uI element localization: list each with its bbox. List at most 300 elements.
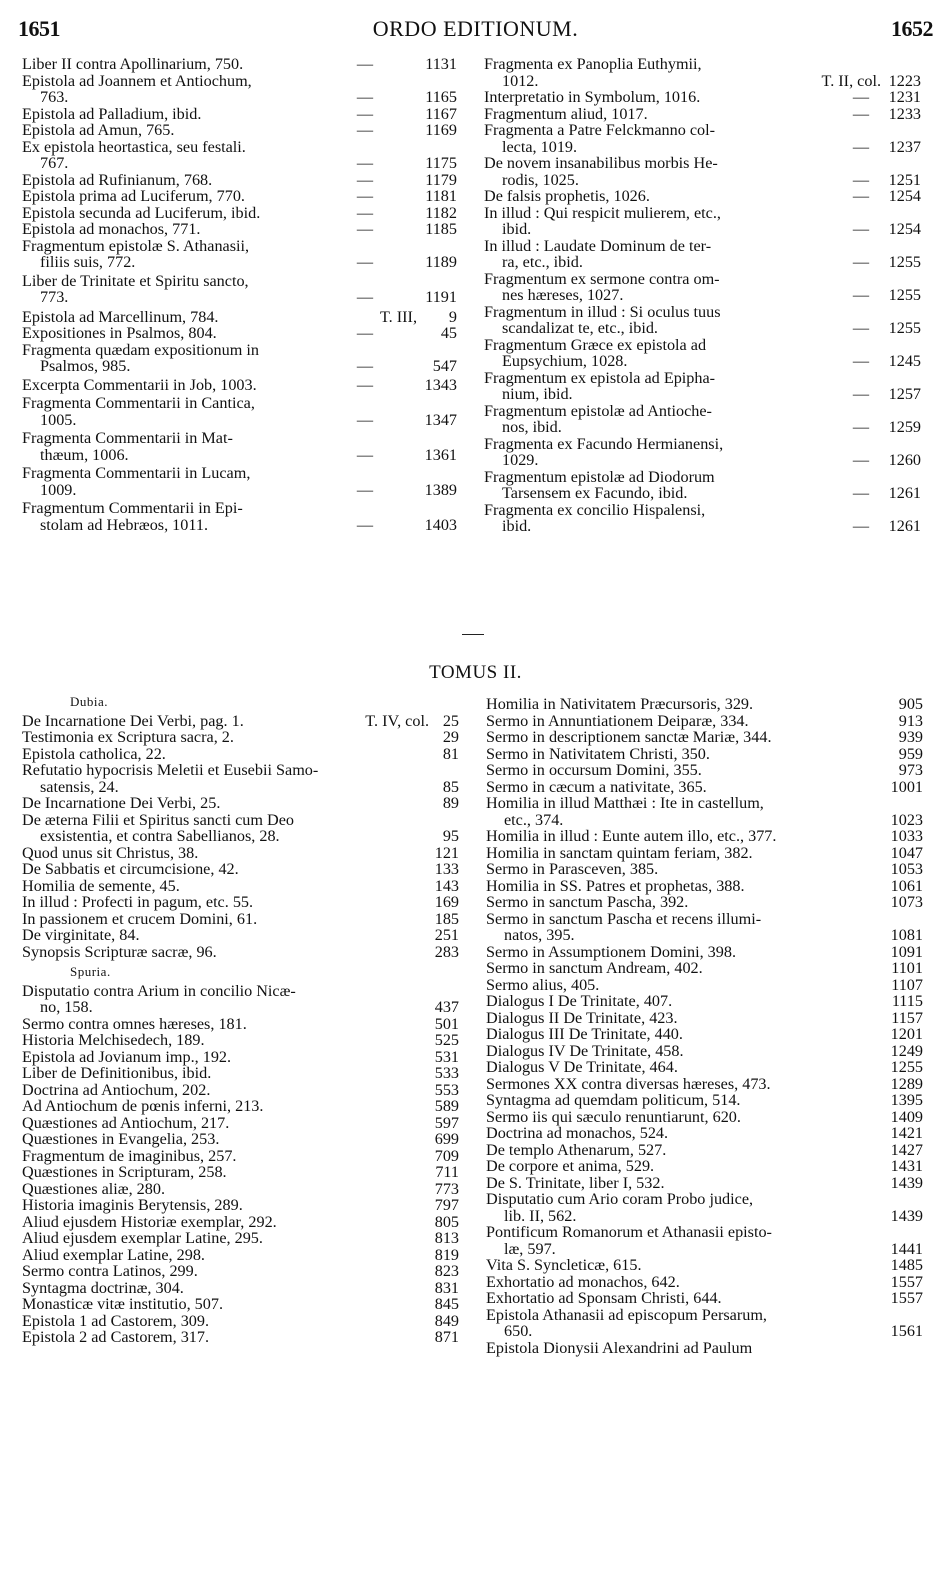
- index-entry: [486, 795, 923, 828]
- entry-title-line: Syntagma doctrinæ, 304.: [22, 1278, 184, 1297]
- entry-title-line: Sermo in sanctum Pascha et recens illumi-: [486, 909, 762, 928]
- entry-title: [22, 465, 347, 498]
- index-entry: [22, 1098, 459, 1115]
- index-entry: [486, 911, 923, 944]
- column-number: 773: [434, 1179, 459, 1198]
- column-number: 169: [434, 893, 459, 911]
- entry-title-line: Sermo in sanctum Pascha, 392.: [486, 893, 689, 911]
- column-number: 1251: [888, 170, 921, 189]
- entry-title-line: satensis, 24.: [40, 777, 119, 796]
- column-number: 1389: [424, 480, 457, 499]
- column-number: 849: [434, 1311, 459, 1330]
- entry-title-line: Sermo in sanctum Andream, 402.: [486, 959, 703, 977]
- entry-title: [22, 73, 347, 106]
- index-entry: [22, 238, 457, 271]
- entry-title-line: Fragmenta Commentarii in Mat-: [22, 429, 233, 447]
- entry-title-line: Aliud exemplar Latine, 298.: [22, 1245, 205, 1264]
- entry-title: [22, 762, 431, 795]
- entry-title: [22, 845, 431, 862]
- entry-title-line: Testimonia ex Scriptura sacra, 2.: [22, 728, 234, 746]
- column-number: 1237: [888, 137, 921, 156]
- entry-title: [486, 1026, 879, 1043]
- entry-title-line: Liber de Definitionibus, ibid.: [22, 1064, 212, 1082]
- index-entry: [22, 309, 457, 326]
- ditto-dash: —: [356, 203, 373, 222]
- index-entry: [22, 861, 459, 878]
- entry-title: [484, 271, 825, 304]
- column-number: 1047: [890, 843, 923, 862]
- entry-title-line: De Incarnatione Dei Verbi, 25.: [22, 794, 221, 812]
- column-number: 1081: [890, 926, 923, 944]
- entry-title: [22, 309, 347, 326]
- entry-title: [486, 960, 879, 977]
- ditto-dash: —: [356, 480, 373, 499]
- entry-title: [22, 188, 347, 205]
- column-number: 437: [434, 998, 459, 1016]
- entry-title: [484, 122, 825, 155]
- running-title: ORDO EDITIONUM.: [372, 16, 579, 41]
- entry-title-line: nes hæreses, 1027.: [502, 286, 624, 304]
- column-number: 1023: [890, 810, 923, 829]
- index-entry: [486, 696, 923, 713]
- entry-title-line: Quod unus sit Christus, 38.: [22, 843, 199, 862]
- ditto-dash: —: [356, 170, 373, 189]
- index-entry: [22, 713, 459, 730]
- volume-reference: T. IV, col.: [365, 711, 429, 730]
- column-number: 95: [442, 827, 459, 845]
- index-entry: [486, 713, 923, 730]
- entry-title: [22, 122, 347, 139]
- entry-title: [486, 828, 879, 845]
- page-number-left: 1651: [18, 16, 60, 41]
- index-entry: [22, 1296, 459, 1313]
- index-entry: [486, 779, 923, 796]
- entry-title: [484, 205, 825, 238]
- entry-title: [22, 1065, 431, 1082]
- column-number: 185: [434, 909, 459, 928]
- entry-title: [486, 1340, 879, 1357]
- index-entry: [22, 1164, 459, 1181]
- entry-title: [486, 1076, 879, 1093]
- entry-title-line: Doctrina ad Antiochum, 202.: [22, 1080, 211, 1099]
- entry-title-line: Sermo contra omnes hæreses, 181.: [22, 1014, 247, 1033]
- entry-title: [486, 1191, 879, 1224]
- entry-title-line: Doctrina ad monachos, 524.: [486, 1124, 669, 1142]
- entry-title-line: Sermones XX contra diversas hæreses, 473.: [486, 1074, 771, 1093]
- entry-title-line: Disputatio contra Arium in concilio Nicæ-: [22, 981, 296, 1000]
- column-number: 1157: [891, 1008, 923, 1027]
- entry-title-line: Liber de Trinitate et Spiritu sancto,: [22, 271, 249, 290]
- index-entry: [22, 1049, 459, 1066]
- entry-title-line: De falsis prophetis, 1026.: [484, 187, 650, 205]
- entry-title: [22, 729, 431, 746]
- entry-title: [486, 845, 879, 862]
- entry-title-line: 650.: [504, 1322, 533, 1340]
- entry-title: [484, 89, 825, 106]
- column-number: 1441: [890, 1239, 923, 1258]
- entry-title: [486, 894, 879, 911]
- column-number: 1403: [424, 515, 457, 534]
- entry-title: [22, 927, 431, 944]
- index-entry: [22, 1247, 459, 1264]
- index-entry: [22, 729, 459, 746]
- entry-title-line: Homilia in SS. Patres et prophetas, 388.: [486, 876, 745, 895]
- entry-title-line: Quæstiones aliæ, 280.: [22, 1179, 165, 1198]
- entry-title-line: etc., 374.: [504, 810, 564, 829]
- entry-title-line: 1012.: [502, 71, 539, 90]
- entry-title: [22, 1148, 431, 1165]
- index-entry: [22, 1148, 459, 1165]
- column-number: 501: [434, 1014, 459, 1033]
- ditto-dash: —: [852, 517, 869, 535]
- column-number: 45: [440, 324, 457, 342]
- entry-title-line: Psalmos, 985.: [40, 357, 131, 375]
- column-number: 1347: [424, 410, 457, 429]
- entry-title-line: rodis, 1025.: [502, 170, 579, 189]
- entry-title-line: Fragmentum de imaginibus, 257.: [22, 1146, 237, 1165]
- entry-title: [22, 1115, 431, 1132]
- column-number: 1233: [888, 104, 921, 123]
- entry-title: [486, 779, 879, 796]
- column-number: 1254: [888, 220, 921, 238]
- ditto-dash: —: [852, 220, 869, 238]
- index-entry: [22, 1065, 459, 1082]
- index-entry: [22, 944, 459, 961]
- entry-title-line: filiis suis, 772.: [40, 253, 136, 271]
- entry-title: [486, 1010, 879, 1027]
- dubia-list: [22, 713, 459, 961]
- column-number: 1439: [890, 1173, 923, 1192]
- index-entry: [22, 1032, 459, 1049]
- entry-title: [486, 944, 879, 961]
- page-number-right: 1652: [891, 16, 933, 41]
- index-column-2: [484, 56, 921, 535]
- entry-title-line: Ad Antiochum de pœnis inferni, 213.: [22, 1097, 264, 1115]
- entry-title-line: Fragmentum ex sermone contra om-: [484, 269, 720, 288]
- column-number: 1033: [890, 827, 923, 845]
- entry-title-line: Fragmenta Commentarii in Lucam,: [22, 464, 251, 482]
- entry-title-line: 1005.: [40, 410, 77, 429]
- ditto-dash: —: [356, 121, 373, 139]
- index-entry: [486, 1175, 923, 1192]
- entry-title-line: Epistola prima ad Luciferum, 770.: [22, 187, 245, 205]
- entry-title-line: Homilia in Nativitatem Præcursoris, 329.: [486, 695, 754, 713]
- entry-title: [22, 1280, 431, 1297]
- entry-title: [484, 304, 825, 337]
- index-entry: [22, 395, 457, 428]
- index-column-3: [22, 694, 459, 1346]
- entry-title-line: thæum, 1006.: [40, 445, 129, 464]
- column-number: 1409: [890, 1107, 923, 1126]
- entry-title-line: Sermo in occursum Domini, 355.: [486, 761, 702, 779]
- entry-title-line: no, 158.: [40, 998, 93, 1016]
- entry-title-line: Fragmentum ex epistola ad Epipha-: [484, 368, 716, 387]
- index-column-1: [22, 56, 457, 533]
- entry-title: [486, 1274, 879, 1291]
- entry-title: [22, 1197, 431, 1214]
- spuria-list: [22, 983, 459, 1346]
- column-number: 1231: [888, 88, 921, 106]
- ditto-dash: —: [356, 220, 373, 238]
- index-entry: [484, 238, 921, 271]
- entry-title: [486, 977, 879, 994]
- ditto-dash: —: [356, 253, 373, 271]
- index-entry: [22, 1313, 459, 1330]
- ditto-dash: —: [356, 357, 373, 375]
- entry-title-line: Tarsensem ex Facundo, ibid.: [502, 484, 688, 502]
- entry-title-line: 1009.: [40, 480, 77, 499]
- column-number: 699: [434, 1130, 459, 1148]
- index-entry: [22, 188, 457, 205]
- column-number: 819: [434, 1245, 459, 1264]
- column-number: 1255: [888, 253, 921, 271]
- index-entry: [486, 762, 923, 779]
- entry-title-line: Epistola ad Jovianum imp., 192.: [22, 1047, 232, 1066]
- entry-title-line: ra, etc., ibid.: [502, 253, 583, 271]
- index-entry: [22, 1016, 459, 1033]
- index-entry: [22, 172, 457, 189]
- index-entry: [486, 894, 923, 911]
- column-number: 1485: [890, 1256, 923, 1274]
- index-entry: [484, 271, 921, 304]
- entry-title-line: Epistola ad Palladium, ibid.: [22, 104, 202, 123]
- entry-title-line: 1029.: [502, 451, 539, 469]
- index-entry: [486, 1224, 923, 1257]
- entry-title: [22, 430, 347, 463]
- index-entry: [486, 1290, 923, 1307]
- index-entry: [22, 56, 457, 73]
- index-entry: [486, 960, 923, 977]
- entry-title: [22, 944, 431, 961]
- entry-title-line: nos, ibid.: [502, 418, 562, 436]
- entry-title: [22, 139, 347, 172]
- entry-title-line: Ex epistola heortastica, seu festali.: [22, 137, 246, 156]
- index-entry: [484, 337, 921, 370]
- volume-reference: T. II, col.: [821, 71, 881, 90]
- column-number: 1557: [890, 1289, 923, 1307]
- index-entry: [22, 205, 457, 222]
- column-number: 1061: [890, 876, 923, 895]
- index-entry: [486, 1043, 923, 1060]
- entry-title: [484, 502, 825, 535]
- column-number: 1191: [425, 288, 457, 306]
- entry-title: [22, 894, 431, 911]
- entry-title-line: Sermo iis qui sæculo renuntiarunt, 620.: [486, 1107, 741, 1126]
- column-number: 533: [434, 1064, 459, 1082]
- entry-title-line: Sermo contra Latinos, 299.: [22, 1262, 198, 1280]
- ditto-dash: —: [852, 418, 869, 436]
- index-entry: [22, 139, 457, 172]
- entry-title-line: Epistola secunda ad Luciferum, ibid.: [22, 203, 261, 222]
- entry-title: [22, 1181, 431, 1198]
- entry-title-line: Epistola ad Joannem et Antiochum,: [22, 71, 252, 90]
- column-number: 143: [434, 876, 459, 895]
- entry-title-line: In illud : Qui respicit mulierem, etc.,: [484, 203, 721, 222]
- entry-title: [22, 1247, 431, 1264]
- ditto-dash: —: [356, 104, 373, 123]
- column-number: 1249: [890, 1041, 923, 1060]
- entry-title-line: Historia Melchisedech, 189.: [22, 1031, 205, 1049]
- index-entry: [22, 1263, 459, 1280]
- entry-title: [22, 221, 347, 238]
- entry-title-line: Sermo in cæcum a nativitate, 365.: [486, 777, 707, 796]
- column-number: 1167: [425, 104, 457, 123]
- entry-title: [22, 273, 347, 306]
- column-number: 1245: [888, 352, 921, 370]
- index-entry: [486, 746, 923, 763]
- column-number: 813: [434, 1229, 459, 1247]
- entry-title: [486, 1175, 879, 1192]
- entry-title: [22, 1049, 431, 1066]
- entry-title: [484, 370, 825, 403]
- entry-title-line: Sermo in descriptionem sanctæ Mariæ, 344.: [486, 728, 772, 746]
- entry-title: [22, 983, 431, 1016]
- column-number: 525: [434, 1031, 459, 1049]
- entry-title: [486, 1109, 879, 1126]
- index-entry: [22, 845, 459, 862]
- entry-title: [486, 746, 879, 763]
- index-entry: [22, 911, 459, 928]
- entry-title-line: Fragmentum epistolæ ad Diodorum: [484, 467, 715, 486]
- entry-title-line: Fragmenta ex Panoplia Euthymii,: [484, 55, 702, 73]
- entry-title-line: Pontificum Romanorum et Athanasii episto-: [486, 1223, 772, 1241]
- entry-title: [22, 1296, 431, 1313]
- entry-title-line: Fragmentum epistolæ ad Antioche-: [484, 401, 712, 420]
- index-entry: [22, 1214, 459, 1231]
- entry-title-line: Fragmentum aliud, 1017.: [484, 104, 648, 123]
- ditto-dash: —: [852, 170, 869, 189]
- entry-title: [22, 1131, 431, 1148]
- index-entry: [22, 927, 459, 944]
- index-entry: [486, 1142, 923, 1159]
- entry-title-line: Fragmentum epistolæ S. Athanasii,: [22, 236, 250, 255]
- entry-title: [22, 395, 347, 428]
- ditto-dash: —: [356, 288, 373, 306]
- ditto-dash: —: [356, 375, 373, 394]
- entry-title: [484, 56, 825, 89]
- entry-title: [484, 436, 825, 469]
- entry-title: [22, 1082, 431, 1099]
- index-entry: [22, 1082, 459, 1099]
- column-number: 973: [898, 761, 923, 779]
- column-number: 797: [434, 1196, 459, 1214]
- entry-title-line: Fragmenta Commentarii in Cantica,: [22, 394, 255, 412]
- entry-title-line: Vita S. Syncleticæ, 615.: [486, 1256, 642, 1274]
- entry-title-line: Fragmentum Commentarii in Epi-: [22, 499, 243, 517]
- index-entry: [486, 1158, 923, 1175]
- column-number: 1185: [425, 220, 457, 238]
- entry-title: [486, 1224, 879, 1257]
- index-entry: [486, 1307, 923, 1340]
- entry-title-line: Liber II contra Apollinarium, 750.: [22, 55, 244, 73]
- index-entry: [22, 430, 457, 463]
- entry-title-line: In illud : Laudate Dominum de ter-: [484, 236, 712, 255]
- index-entry: [486, 944, 923, 961]
- index-entry: [22, 812, 459, 845]
- index-entry: [22, 878, 459, 895]
- column-number: 1169: [425, 121, 457, 139]
- entry-title-line: Dialogus V De Trinitate, 464.: [486, 1058, 678, 1076]
- entry-title: [486, 1092, 879, 1109]
- column-number: 1561: [890, 1322, 923, 1340]
- ditto-dash: —: [356, 445, 373, 464]
- entry-title-line: Epistola catholica, 22.: [22, 744, 166, 763]
- ditto-dash: —: [852, 484, 869, 502]
- entry-title: [484, 403, 825, 436]
- entry-title: [486, 696, 879, 713]
- entry-title-line: Historia imaginis Berytensis, 289.: [22, 1196, 243, 1214]
- column-number: 553: [434, 1080, 459, 1099]
- index-entry: [22, 465, 457, 498]
- entry-title-line: Quæstiones ad Antiochum, 217.: [22, 1113, 230, 1132]
- entry-title: [22, 500, 347, 533]
- column-number: 845: [434, 1295, 459, 1313]
- entry-title: [22, 1164, 431, 1181]
- entry-title-line: In illud : Profecti in pagum, etc. 55.: [22, 893, 254, 911]
- entry-title: [22, 1263, 431, 1280]
- section-title: TOMUS II.: [429, 662, 522, 683]
- column-number: 939: [898, 728, 923, 746]
- entry-title-line: Dialogus III De Trinitate, 440.: [486, 1025, 683, 1043]
- index-column-4: [486, 696, 923, 1356]
- entry-title: [484, 188, 825, 205]
- column-number: 1091: [890, 942, 923, 961]
- entry-title: [22, 106, 347, 123]
- column-number: 1259: [888, 418, 921, 436]
- entry-title-line: De templo Athenarum, 527.: [486, 1140, 667, 1159]
- entry-title-line: Exhortatio ad Sponsam Christi, 644.: [486, 1289, 722, 1307]
- column-number: 1421: [890, 1124, 923, 1142]
- entry-title: [486, 878, 879, 895]
- entry-title: [486, 713, 879, 730]
- column-number: 871: [434, 1328, 459, 1346]
- index-entry: [484, 205, 921, 238]
- column-number: 1181: [425, 187, 457, 205]
- column-number: 133: [434, 860, 459, 878]
- column-number: 1179: [425, 170, 457, 189]
- ditto-dash: —: [356, 324, 373, 342]
- column-number: 1131: [425, 55, 457, 73]
- entry-title-line: Synopsis Scripturæ sacræ, 96.: [22, 942, 217, 961]
- entry-title: [22, 1313, 431, 1330]
- index-entry: [22, 73, 457, 106]
- entry-title-line: Homilia de semente, 45.: [22, 876, 180, 895]
- entry-title: [22, 342, 347, 375]
- entry-title-line: Dialogus II De Trinitate, 423.: [486, 1008, 678, 1027]
- index-entry: [486, 1340, 923, 1357]
- column-number: 1255: [890, 1058, 923, 1076]
- index-entry: [486, 1274, 923, 1291]
- column-number: 1053: [890, 860, 923, 878]
- entry-title-line: Excerpta Commentarii in Job, 1003.: [22, 375, 257, 394]
- ditto-dash: —: [852, 451, 869, 469]
- index-entry: [486, 1257, 923, 1274]
- entry-title-line: Fragmentum in illud : Si oculus tuus: [484, 302, 721, 321]
- entry-title: [22, 1016, 431, 1033]
- index-entry: [486, 1191, 923, 1224]
- column-number: 1101: [891, 959, 923, 977]
- entry-title: [486, 762, 879, 779]
- column-number: 9: [448, 307, 457, 326]
- entry-title-line: Sermo in Assumptionem Domini, 398.: [486, 942, 737, 961]
- index-entry: [486, 1125, 923, 1142]
- entry-title: [22, 746, 431, 763]
- column-number: 1260: [888, 451, 921, 469]
- column-number: 1223: [888, 71, 921, 90]
- index-entry: [484, 304, 921, 337]
- entry-title-line: lib. II, 562.: [504, 1206, 577, 1225]
- column-number: 913: [898, 711, 923, 730]
